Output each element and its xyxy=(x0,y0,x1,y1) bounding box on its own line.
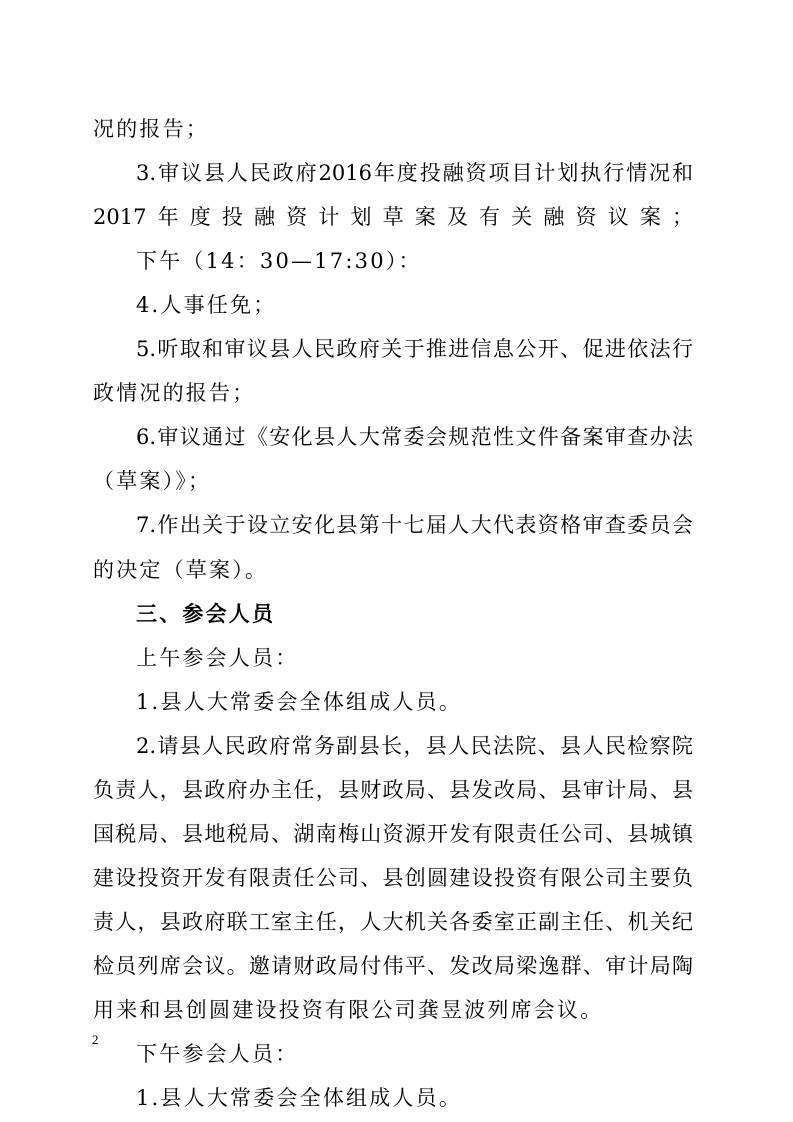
text-line-23: 1.县人大常委会全体组成人员。 xyxy=(136,1086,463,1110)
text-line-8: 6.审议通过《安化县人大常委会规范性文件备案审查办法 xyxy=(136,425,693,449)
text-line-1: 况的报告； xyxy=(93,117,209,141)
text-line-17: 国税局、县地税局、湖南梅山资源开发有限责任公司、县城镇 xyxy=(93,822,693,846)
text-line-10: 7.作出关于设立安化县第十七届人大代表资格审查委员会 xyxy=(136,513,693,537)
text-line-3: 2017年度投融资计划草案及有关融资议案； xyxy=(93,205,693,229)
page-number: 2 xyxy=(92,1032,99,1047)
text-line-16: 负责人，县政府办主任，县财政局、县发改局、县审计局、县 xyxy=(93,778,693,802)
text-line-15: 2.请县人民政府常务副县长，县人民法院、县人民检察院 xyxy=(136,734,693,758)
text-line-11: 的决定（草案）。 xyxy=(93,558,269,582)
text-line-19: 责人，县政府联工室主任，人大机关各委室正副主任、机关纪 xyxy=(93,910,693,934)
text-line-9: （草案）》； xyxy=(93,469,212,493)
text-line-7: 政情况的报告； xyxy=(93,381,256,405)
text-line-6: 5.听取和审议县人民政府关于推进信息公开、促进依法行 xyxy=(136,337,693,361)
text-line-18: 建设投资开发有限责任公司、县创圆建设投资有限公司主要负 xyxy=(93,866,693,890)
section-heading: 三、参会人员 xyxy=(136,602,276,626)
text-line-4: 下午（14：30—17:30）： xyxy=(136,249,422,273)
text-line-20: 检员列席会议。邀请财政局付伟平、发改局梁逸群、审计局陶 xyxy=(93,954,693,978)
text-line-21: 用来和县创圆建设投资有限公司龚昱波列席会议。 xyxy=(93,998,604,1022)
text-line-14: 1.县人大常委会全体组成人员。 xyxy=(136,690,463,714)
text-line-2: 3.审议县人民政府2016年度投融资项目计划执行情况和 xyxy=(136,161,693,185)
text-line-13: 上午参会人员： xyxy=(136,646,299,670)
text-line-5: 4.人事任免； xyxy=(136,293,277,317)
text-line-22: 下午参会人员： xyxy=(136,1042,299,1066)
